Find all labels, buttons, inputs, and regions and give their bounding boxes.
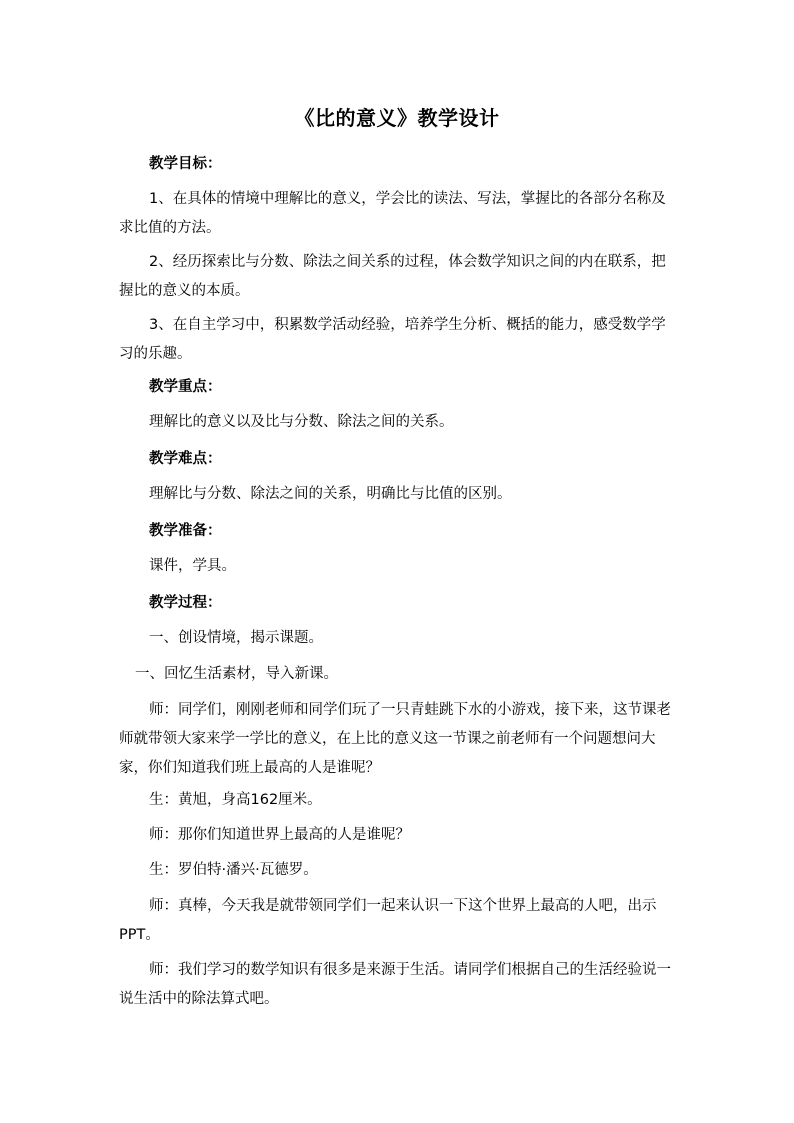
dialogue-teacher-1: 师：同学们，刚刚老师和同学们玩了一只青蛙跳下水的小游戏，接下来，这节课老师就带领大家来学一学比的意义，在上比的意义这一节课之前老师有一个问题想问大家，你们知道我们班上最高的人是谁呢？ bbox=[119, 702, 671, 776]
heading-key-points: 教学重点： bbox=[149, 379, 222, 395]
preparation-text: 课件，学具。 bbox=[149, 558, 236, 574]
dialogue-teacher-4: 师：我们学习的数学知识有很多是来源于生活。请同学们根据自己的生活经验说一说生活中的除法算式吧。 bbox=[119, 962, 671, 1007]
dialogue-student-2: 生：罗伯特·潘兴·瓦德罗。 bbox=[149, 862, 318, 878]
document-title: 《比的意义》教学设计 bbox=[294, 106, 500, 130]
heading-preparation: 教学准备： bbox=[149, 523, 222, 539]
dialogue-student-1: 生：黄旭，身高162厘米。 bbox=[149, 792, 322, 808]
heading-difficulties: 教学难点： bbox=[149, 451, 222, 467]
goal-1: 1、在具体的情境中理解比的意义，学会比的读法、写法，掌握比的各部分名称及求比值的方法。 bbox=[119, 191, 666, 236]
dialogue-teacher-2: 师：那你们知道世界上最高的人是谁呢？ bbox=[149, 827, 410, 843]
goal-3: 3、在自主学习中，积累数学活动经验，培养学生分析、概括的能力，感受数学学习的乐趣。 bbox=[119, 317, 666, 362]
dialogue-teacher-3: 师：真棒，今天我是就带领同学们一起来认识一下这个世界上最高的人吧，出示PPT。 bbox=[119, 898, 657, 943]
key-points-text: 理解比的意义以及比与分数、除法之间的关系。 bbox=[149, 414, 454, 430]
heading-teaching-goals: 教学目标： bbox=[149, 156, 222, 172]
difficulties-text: 理解比与分数、除法之间的关系，明确比与比值的区别。 bbox=[149, 486, 512, 502]
heading-process: 教学过程： bbox=[149, 595, 222, 611]
process-step-1b: 一、回忆生活素材，导入新课。 bbox=[135, 666, 338, 682]
process-step-1: 一、创设情境，揭示课题。 bbox=[149, 630, 323, 646]
goal-2: 2、经历探索比与分数、除法之间关系的过程，体会数学知识之间的内在联系，把握比的意义的本质。 bbox=[119, 254, 666, 299]
